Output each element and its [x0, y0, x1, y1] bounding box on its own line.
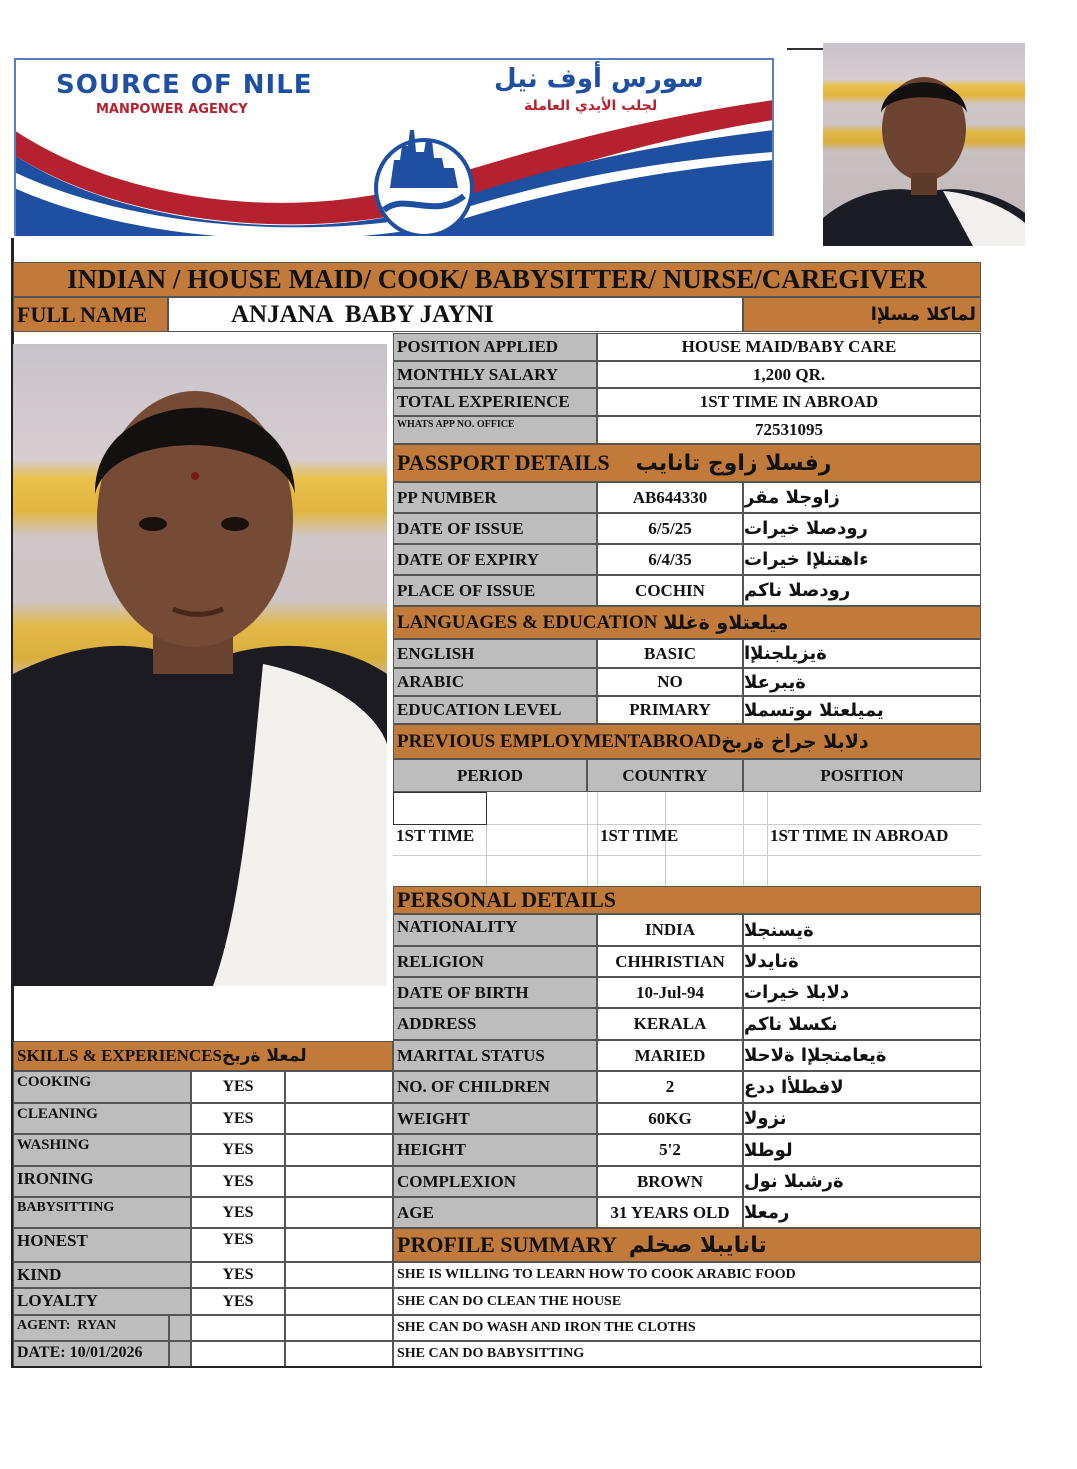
pp-number-label: PP NUMBER: [393, 482, 597, 513]
height-value: 5'2: [597, 1134, 743, 1166]
logo-subtitle-en: MANPOWER AGENCY: [96, 102, 248, 117]
employment-grid: [393, 792, 981, 886]
logo-left-line: [14, 58, 16, 236]
place-of-issue-label: PLACE OF ISSUE: [393, 575, 597, 606]
skill-empty-cell: [285, 1228, 393, 1262]
languages-heading-en: LANGUAGES & EDUCATION: [397, 611, 658, 633]
date-of-birth-label: DATE OF BIRTH: [393, 977, 597, 1008]
nationality-ar: ةيسنجلا: [743, 914, 981, 946]
english-ar: ةيزيلجنلإا: [743, 639, 981, 668]
total-experience-label: TOTAL EXPERIENCE: [393, 388, 597, 416]
passport-heading-ar: رفسلا زاوج تانايب: [635, 450, 832, 476]
date-empty-cell: [191, 1341, 285, 1367]
position-applied-label: POSITION APPLIED: [393, 333, 597, 361]
age-label: AGE: [393, 1197, 597, 1228]
top-right-rule: [787, 48, 823, 50]
english-value: BASIC: [597, 639, 743, 668]
languages-heading: [393, 606, 981, 639]
marital-status-ar: ةيعامتجلإا ةلاحلا: [743, 1040, 981, 1071]
skill-babysitting-label: BABYSITTING: [13, 1197, 191, 1228]
english-label: ENGLISH: [393, 639, 597, 668]
skill-washing-label: WASHING: [13, 1134, 191, 1166]
agent-empty-cell: [191, 1315, 285, 1341]
col-position: POSITION: [743, 759, 981, 792]
grid-line: [393, 855, 981, 856]
skill-cleaning-label: CLEANING: [13, 1103, 191, 1134]
height-ar: لوطلا: [743, 1134, 981, 1166]
portrait-photo-small: [823, 43, 1025, 246]
skill-empty-cell: [285, 1166, 393, 1197]
agent-label: AGENT: RYAN: [13, 1315, 169, 1341]
employment-heading-en: PREVIOUS EMPLOYMENTABROAD: [397, 730, 722, 752]
skill-cleaning-value: YES: [191, 1103, 285, 1134]
complexion-label: COMPLEXION: [393, 1166, 597, 1197]
skill-loyalty-label: LOYALTY: [13, 1288, 191, 1315]
nationality-value: INDIA: [597, 914, 743, 946]
religion-label: RELIGION: [393, 946, 597, 977]
col-period: PERIOD: [393, 759, 587, 792]
skill-ironing-label: IRONING: [13, 1166, 191, 1197]
skill-honest-label: HONEST: [13, 1228, 191, 1262]
skills-heading-en: SKILLS & EXPERIENCES: [17, 1046, 223, 1065]
summary-line: SHE IS WILLING TO LEARN HOW TO COOK ARABIC FOOD: [393, 1262, 981, 1288]
employment-heading: [393, 724, 981, 759]
children-value: 2: [597, 1071, 743, 1103]
portrait-photo-large: [13, 344, 387, 986]
place-of-issue-ar: رودصلا ناكم: [743, 575, 981, 606]
skill-cooking-value: YES: [191, 1071, 285, 1103]
employment-country: 1ST TIME: [600, 826, 679, 845]
pp-number-ar: زاوجلا مقر: [743, 482, 981, 513]
skills-heading-ar: لمعلا ةربخ: [222, 1046, 307, 1066]
date-of-issue-label: DATE OF ISSUE: [393, 513, 597, 544]
complexion-value: BROWN: [597, 1166, 743, 1197]
grid-cell-border: [393, 792, 487, 825]
grid-line: [587, 792, 588, 886]
skill-kind-label: KIND: [13, 1262, 191, 1288]
grid-line: [597, 792, 598, 886]
portrait-large-graphic: [13, 344, 387, 986]
arabic-label: ARABIC: [393, 668, 597, 696]
weight-label: WEIGHT: [393, 1103, 597, 1134]
grid-line: [767, 792, 768, 886]
skill-empty-cell: [285, 1262, 393, 1288]
logo-title-ar: سورس أوف نيل: [494, 64, 704, 94]
whatsapp-value: 72531095: [597, 416, 981, 444]
full-name-value: ANJANA BABY JAYNI: [168, 297, 743, 332]
personal-heading: PERSONAL DETAILS: [393, 886, 981, 914]
agent-empty-cell: [285, 1315, 393, 1341]
logo-subtitle-ar: لجلب الأيدي العاملة: [524, 98, 658, 114]
place-of-issue-value: COCHIN: [597, 575, 743, 606]
portrait-small-graphic: [823, 43, 1025, 246]
children-ar: لافطلأا ددع: [743, 1071, 981, 1103]
summary-heading: [393, 1228, 981, 1262]
summary-line: SHE CAN DO BABYSITTING: [393, 1341, 981, 1367]
passport-heading: [393, 444, 981, 482]
skills-heading: [13, 1041, 393, 1071]
height-label: HEIGHT: [393, 1134, 597, 1166]
marital-status-value: MARIED: [597, 1040, 743, 1071]
complexion-ar: ةرشبلا نول: [743, 1166, 981, 1197]
whatsapp-label: WHATS APP NO. OFFICE: [393, 416, 597, 444]
summary-heading-en: PROFILE SUMMARY: [397, 1232, 617, 1257]
skill-ironing-value: YES: [191, 1166, 285, 1197]
grid-line: [743, 792, 744, 886]
bottom-border-rule: [11, 1366, 982, 1368]
arabic-value: NO: [597, 668, 743, 696]
weight-value: 60KG: [597, 1103, 743, 1134]
page-title: INDIAN / HOUSE MAID/ COOK/ BABYSITTER/ NURSE/CAREGIVER: [13, 262, 981, 297]
summary-heading-ar: تانايبلا صخلم: [628, 1232, 767, 1258]
skill-empty-cell: [285, 1134, 393, 1166]
arabic-ar: ةيبرعلا: [743, 668, 981, 696]
date-spacer: [169, 1341, 191, 1367]
skill-empty-cell: [285, 1197, 393, 1228]
employment-heading-ar: دلابلا جراخ ةربخ: [721, 730, 869, 753]
agency-logo: [14, 58, 774, 236]
employment-period: 1ST TIME: [396, 826, 475, 845]
religion-value: CHHRISTIAN: [597, 946, 743, 977]
date-of-birth-ar: دلابلا خيرات: [743, 977, 981, 1008]
date-of-issue-value: 6/5/25: [597, 513, 743, 544]
skill-babysitting-value: YES: [191, 1197, 285, 1228]
skill-empty-cell: [285, 1071, 393, 1103]
date-of-issue-ar: رودصلا خيرات: [743, 513, 981, 544]
monthly-salary-label: MONTHLY SALARY: [393, 361, 597, 388]
employment-position: 1ST TIME IN ABROAD: [770, 826, 949, 845]
address-ar: نكسلا ناكم: [743, 1008, 981, 1040]
summary-line: SHE CAN DO CLEAN THE HOUSE: [393, 1288, 981, 1315]
total-experience-value: 1ST TIME IN ABROAD: [597, 388, 981, 416]
passport-heading-en: PASSPORT DETAILS: [397, 450, 610, 475]
address-value: KERALA: [597, 1008, 743, 1040]
date-of-expiry-ar: ءاهتنلإا خيرات: [743, 544, 981, 575]
monthly-salary-value: 1,200 QR.: [597, 361, 981, 388]
education-level-label: EDUCATION LEVEL: [393, 696, 597, 724]
pp-number-value: AB644330: [597, 482, 743, 513]
skill-empty-cell: [285, 1288, 393, 1315]
full-name-label: FULL NAME: [13, 297, 168, 332]
logo-title-en: SOURCE OF NILE: [56, 70, 313, 100]
skill-washing-value: YES: [191, 1134, 285, 1166]
address-label: ADDRESS: [393, 1008, 597, 1040]
date-empty-cell: [285, 1341, 393, 1367]
education-level-ar: يميلعتلا ىوتسملا: [743, 696, 981, 724]
skill-kind-value: YES: [191, 1262, 285, 1288]
date-of-birth-value: 10-Jul-94: [597, 977, 743, 1008]
weight-ar: نزولا: [743, 1103, 981, 1134]
marital-status-label: MARITAL STATUS: [393, 1040, 597, 1071]
date-of-expiry-label: DATE OF EXPIRY: [393, 544, 597, 575]
skill-empty-cell: [285, 1103, 393, 1134]
nationality-label: NATIONALITY: [393, 914, 597, 946]
col-country: COUNTRY: [587, 759, 743, 792]
religion-ar: ةنايدلا: [743, 946, 981, 977]
skill-loyalty-value: YES: [191, 1288, 285, 1315]
position-applied-value: HOUSE MAID/BABY CARE: [597, 333, 981, 361]
age-value: 31 YEARS OLD: [597, 1197, 743, 1228]
date-label: DATE: 10/01/2026: [13, 1341, 169, 1367]
skill-cooking-label: COOKING: [13, 1071, 191, 1103]
full-name-ar: لماكلا مسلإا: [743, 297, 981, 332]
education-level-value: PRIMARY: [597, 696, 743, 724]
date-of-expiry-value: 6/4/35: [597, 544, 743, 575]
summary-line: SHE CAN DO WASH AND IRON THE CLOTHS: [393, 1315, 981, 1341]
age-ar: رمعلا: [743, 1197, 981, 1228]
skill-honest-value: YES: [191, 1228, 285, 1262]
languages-heading-ar: ميلعتلاو ةغللا: [663, 611, 789, 634]
agent-spacer: [169, 1315, 191, 1341]
children-label: NO. OF CHILDREN: [393, 1071, 597, 1103]
